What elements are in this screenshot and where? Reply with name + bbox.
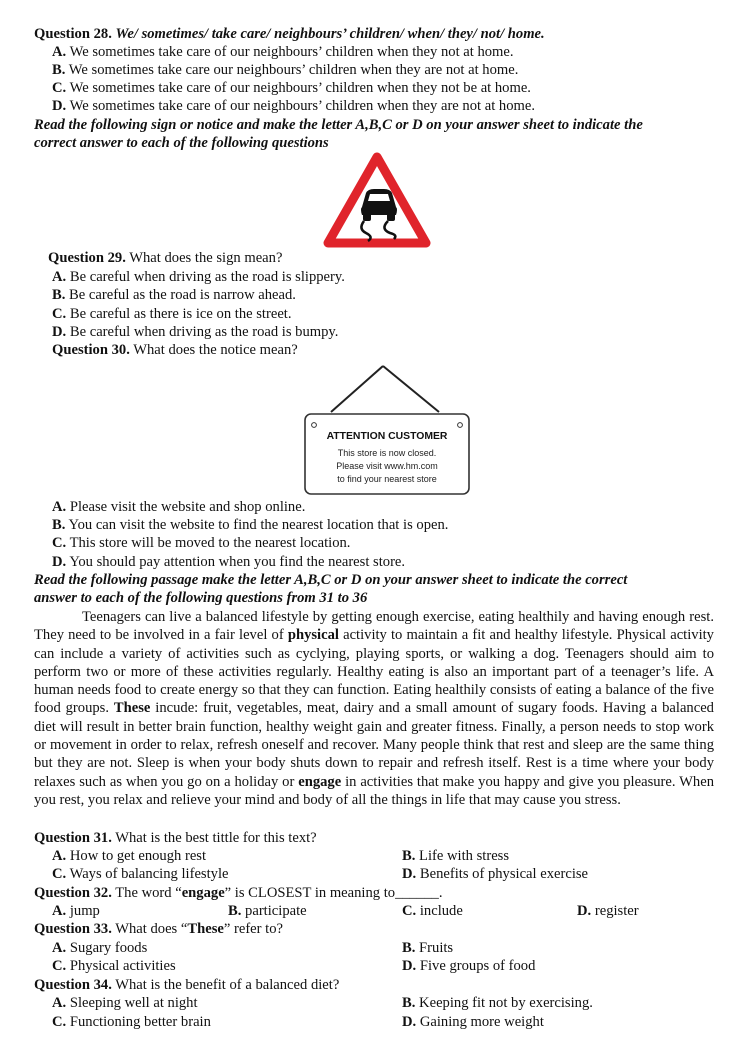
- question-prompt: What does the notice mean?: [133, 342, 298, 358]
- option-text: You can visit the website to find the nearest location that is open.: [68, 517, 449, 533]
- notice-line-3: to find your nearest store: [337, 474, 437, 484]
- option-a: [52, 43, 514, 61]
- notice-line-1: This store is now closed.: [337, 448, 437, 458]
- option-letter: D.: [402, 958, 417, 974]
- option-c: [402, 902, 463, 920]
- option-letter: B.: [52, 62, 66, 78]
- option-text: Be careful when driving as the road is bumpy.: [69, 324, 339, 340]
- option-c: [52, 865, 229, 883]
- option-text: Be careful as the road is narrow ahead.: [69, 287, 296, 303]
- question-number: Question 33.: [34, 921, 112, 937]
- slippery-road-sign-icon: [322, 151, 432, 249]
- option-b: [52, 61, 518, 79]
- option-text: How to get enough rest: [69, 848, 207, 864]
- passage-text: incude: fruit, vegetables, meat, dairy and a small amount of sugary foods. Having a balanced diet will result in better brain function, healthy weight gain and greater fitness. Finally, a person needs to stop work or movement in order to relax, refresh oneself and recover. Many people think that rest and sleep are the same thing but they are not. Sleep is when your body shuts down to repair and refresh itself. Rest is a time where your body relaxes such as when you go on a holiday or: [34, 700, 714, 790]
- option-text: Benefits of physical exercise: [419, 866, 589, 882]
- question-31-header: [34, 829, 317, 847]
- option-c: [52, 957, 176, 975]
- option-text: Functioning better brain: [69, 1014, 211, 1030]
- question-prompt: What is the benefit of a balanced diet?: [115, 977, 340, 993]
- instruction-2-line-1: Read the following passage make the letter A,B,C or D on your answer sheet to indicate the correct: [34, 572, 628, 588]
- question-number: Question 34.: [34, 977, 112, 993]
- question-prompt-pre: The word “: [115, 885, 182, 901]
- option-b: [402, 847, 509, 865]
- question-prompt-post: ” is CLOSEST in meaning to______.: [224, 885, 443, 901]
- option-letter: B.: [402, 848, 416, 864]
- option-letter: C.: [52, 866, 67, 882]
- question-33-header: [34, 920, 283, 938]
- option-text: Five groups of food: [419, 958, 536, 974]
- question-32-header: [34, 884, 443, 902]
- option-letter: B.: [52, 517, 66, 533]
- option-text: jump: [69, 903, 100, 919]
- option-text: We sometimes take care of our neighbours’ children when they not at home.: [69, 44, 514, 60]
- option-text: Physical activities: [69, 958, 176, 974]
- question-prompt-pre: What does “: [115, 921, 188, 937]
- option-letter: C.: [52, 306, 67, 322]
- question-number: Question 29.: [48, 250, 126, 266]
- reading-passage: [34, 608, 714, 809]
- instruction-2-line-2: answer to each of the following questions from 31 to 36: [34, 590, 368, 606]
- option-letter: B.: [402, 940, 416, 956]
- option-text: We sometimes take care of our neighbours’ children when they not be at home.: [69, 80, 531, 96]
- passage-text: activity to maintain a fit and healthy lifestyle. Physical activity can include a variety of activities such as cyclying, playing sports, or walking a dog. Teenagers should aim to perform two or more of these activities regularly. Healthy eating is also an important part of a teenager’s life. A human needs food to create energy so that they can function. Eating healthily consists of eating a balance of the five food groups.: [34, 627, 714, 717]
- option-d: [577, 902, 639, 920]
- option-b: [402, 994, 593, 1012]
- question-34-header: [34, 976, 339, 994]
- question-prompt: What is the best tittle for this text?: [115, 830, 317, 846]
- option-letter: D.: [52, 554, 67, 570]
- instruction-line-1: Read the following sign or notice and make the letter A,B,C or D on your answer sheet to indicate the: [34, 117, 643, 133]
- notice-title: ATTENTION CUSTOMER: [326, 431, 448, 442]
- option-d: [52, 97, 535, 115]
- option-text: Be careful as there is ice on the street.: [69, 306, 292, 322]
- passage-text: Teenagers can live a balanced lifestyle by getting enough exercise, eating healthily and having enough rest. They need to be involved in a fair level of: [34, 609, 714, 644]
- option-a: [52, 847, 206, 865]
- option-text: We sometimes take care our neighbours’ children when they are not at home.: [68, 62, 519, 78]
- option-text: include: [419, 903, 463, 919]
- question-prompt-post: ” refer to?: [223, 921, 283, 937]
- question-29-header: [48, 249, 282, 267]
- passage-keyword: physical: [287, 627, 339, 644]
- option-text: Sleeping well at night: [69, 995, 198, 1011]
- question-number: Question 32.: [34, 885, 112, 901]
- option-text: Be careful when driving as the road is slippery.: [69, 269, 345, 285]
- option-text: Gaining more weight: [419, 1014, 544, 1030]
- hanging-notice-board-icon: [300, 362, 475, 498]
- instruction-line-2: correct answer to each of the following questions: [34, 135, 329, 151]
- option-text: Please visit the website and shop online.: [69, 499, 306, 515]
- option-a: [52, 498, 305, 516]
- notice-line-2: Please visit www.hm.com: [336, 461, 438, 471]
- option-text: You should pay attention when you find the nearest store.: [69, 554, 406, 570]
- option-letter: D.: [52, 98, 67, 114]
- question-keyword: These: [187, 921, 224, 937]
- passage-text: in activities that make you happy and give you pleasure. When you rest, you relax and relieve your mind and body of all the things in life that may cause you stress.: [34, 773, 715, 808]
- option-b: [52, 286, 296, 304]
- option-letter: C.: [52, 1014, 67, 1030]
- option-d: [52, 553, 405, 571]
- option-b: [402, 939, 453, 957]
- option-letter: C.: [52, 80, 67, 96]
- passage-keyword: These: [113, 700, 151, 717]
- option-d: [52, 323, 338, 341]
- question-prompt: What does the sign mean?: [129, 250, 283, 266]
- option-text: Life with stress: [419, 848, 510, 864]
- question-number: Question 31.: [34, 830, 112, 846]
- option-text: Ways of balancing lifestyle: [69, 866, 229, 882]
- option-text: Fruits: [419, 940, 454, 956]
- question-30-header: [52, 341, 298, 359]
- option-text: participate: [245, 903, 307, 919]
- option-letter: B.: [52, 287, 66, 303]
- option-a: [52, 994, 198, 1012]
- option-letter: C.: [52, 958, 67, 974]
- question-28-header: [34, 25, 545, 43]
- option-d: [402, 1013, 544, 1031]
- option-text: register: [594, 903, 639, 919]
- option-text: This store will be moved to the nearest location.: [69, 535, 351, 551]
- question-keyword: engage: [181, 885, 225, 901]
- option-text: We sometimes take care of our neighbours’ children when they are not at home.: [69, 98, 535, 114]
- option-c: [52, 79, 531, 97]
- option-a: [52, 939, 147, 957]
- option-letter: D.: [402, 866, 417, 882]
- option-letter: C.: [52, 535, 67, 551]
- option-letter: B.: [228, 903, 242, 919]
- option-letter: A.: [52, 995, 67, 1011]
- option-c: [52, 1013, 211, 1031]
- question-number: Question 30.: [52, 342, 130, 358]
- option-a: [52, 268, 345, 286]
- option-text: Sugary foods: [69, 940, 148, 956]
- passage-keyword: engage: [298, 773, 342, 790]
- question-number: Question 28.: [34, 26, 112, 42]
- option-letter: D.: [577, 903, 592, 919]
- option-c: [52, 305, 292, 323]
- option-letter: A.: [52, 903, 67, 919]
- option-letter: A.: [52, 848, 67, 864]
- option-d: [402, 957, 535, 975]
- option-letter: A.: [52, 940, 67, 956]
- option-letter: C.: [402, 903, 417, 919]
- option-b: [52, 516, 448, 534]
- option-letter: A.: [52, 499, 67, 515]
- option-text: Keeping fit not by exercising.: [419, 995, 593, 1011]
- option-a: [52, 902, 100, 920]
- option-letter: D.: [52, 324, 67, 340]
- option-letter: A.: [52, 44, 67, 60]
- option-c: [52, 534, 350, 552]
- question-prompt: We/ sometimes/ take care/ neighbours’ children/ when/ they/ not/ home.: [115, 26, 545, 42]
- option-d: [402, 865, 588, 883]
- option-letter: B.: [402, 995, 416, 1011]
- option-letter: A.: [52, 269, 67, 285]
- option-letter: D.: [402, 1014, 417, 1030]
- option-b: [228, 902, 307, 920]
